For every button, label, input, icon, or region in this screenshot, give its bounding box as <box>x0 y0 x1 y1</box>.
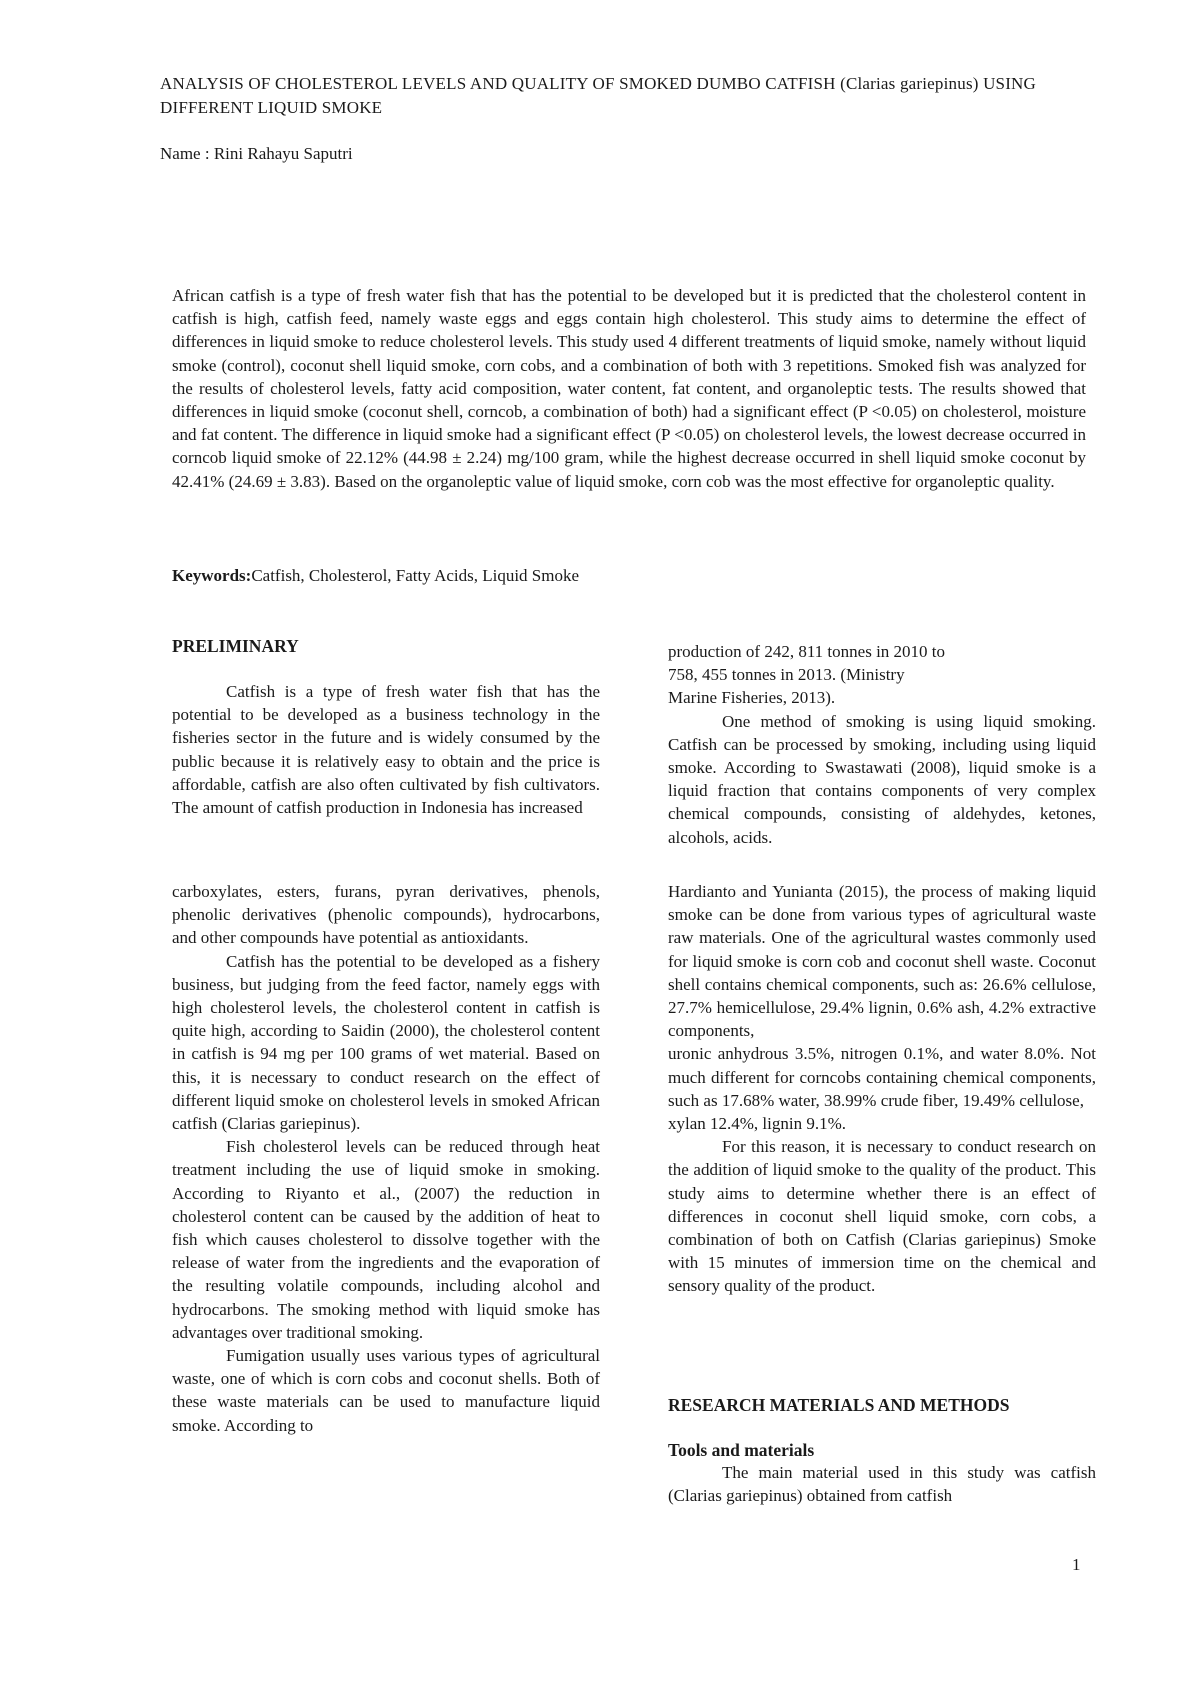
paragraph: carboxylates, esters, furans, pyran derivatives, phenols, phenolic derivatives (phenolic compounds), hydrocarbons, and other compounds have potential as antioxidants. <box>172 882 600 948</box>
paragraph: The main material used in this study was catfish (Clarias gariepinus) obtained from catfish <box>668 1463 1096 1506</box>
keywords-label: Keywords: <box>172 566 252 585</box>
section-heading-methods: RESEARCH MATERIALS AND METHODS <box>668 1395 1010 1415</box>
paragraph-line: 758, 455 tonnes in 2013. (Ministry <box>668 665 905 685</box>
paragraph: Catfish is a type of fresh water fish that has the potential to be developed as a business technology in the fisheries sector in the future and is widely consumed by the public because it is relatively easy to obtain and the price is affordable, catfish are also often cultivated by fish cultivators. The amount of catfish production in Indonesia has increased <box>172 682 600 818</box>
right-column-block-3 <box>668 1461 1096 1507</box>
paragraph-line: Marine Fisheries, 2013). <box>668 688 836 708</box>
keywords-text: Catfish, Cholesterol, Fatty Acids, Liquid Smoke <box>251 566 580 585</box>
paragraph: For this reason, it is necessary to conduct research on the addition of liquid smoke to the quality of the product. This study aims to determine whether there is an effect of differences in coconut shell liquid smoke, corn cobs, a combination of both on Catfish (Clarias gariepinus) Smoke with 15 minutes of immersion time on the chemical and sensory quality of the product. <box>668 1137 1096 1296</box>
section-heading-preliminary: PRELIMINARY <box>172 636 299 656</box>
keywords <box>172 564 1086 588</box>
paragraph: One method of smoking is using liquid smoking. Catfish can be processed by smoking, including using liquid smoke. According to Swastawati (2008), liquid smoke is a liquid fraction that contains components of very complex chemical compounds, consisting of aldehydes, ketones, alcohols, acids. <box>668 711 1096 847</box>
paragraph: uronic anhydrous 3.5%, nitrogen 0.1%, and water 8.0%. Not much different for corncobs containing chemical components, such as 17.68% water, 38.99% crude fiber, 19.49% cellulose, <box>668 1044 1096 1110</box>
left-column-block-2 <box>172 880 600 1437</box>
paper-title: ANALYSIS OF CHOLESTEROL LEVELS AND QUALITY OF SMOKED DUMBO CATFISH (Clarias gariepinus) USING DIFFERENT LIQUID SMOKE <box>160 74 1037 117</box>
subsection-heading-tools: Tools and materials <box>668 1440 815 1460</box>
abstract: African catfish is a type of fresh water fish that has the potential to be developed but it is predicted that the cholesterol content in catfish is high, catfish feed, namely waste eggs and eggs contain high cholesterol. This study aims to determine the effect of differences in liquid smoke to reduce cholesterol levels. This study used 4 different treatments of liquid smoke, namely without liquid smoke (control), coconut shell liquid smoke, corn cobs, and a combination of both with 3 repetitions. Smoked fish was analyzed for the results of cholesterol levels, fatty acid composition, water content, fat content, and organoleptic tests. The results showed that differences in liquid smoke (coconut shell, corncob, a combination of both) had a significant effect (P <0.05) on cholesterol, moisture and fat content. The difference in liquid smoke had a significant effect (P <0.05) on cholesterol levels, the lowest decrease occurred in corncob liquid smoke of 22.12% (44.98 ± 2.24) mg/100 gram, while the highest decrease occurred in shell liquid smoke coconut by 42.41% (24.69 ± 3.83). Based on the organoleptic value of liquid smoke, corn cob was the most effective for organoleptic quality. <box>172 286 1086 491</box>
paragraph: Fish cholesterol levels can be reduced through heat treatment including the use of liquid smoke in smoking. According to Riyanto et al., (2007) the reduction in cholesterol content can be caused by the addition of heat to fish which causes cholesterol to dissolve together with the release of water from the ingredients and the evaporation of the resulting volatile compounds, including alcohol and hydrocarbons. The smoking method with liquid smoke has advantages over traditional smoking. <box>172 1137 600 1342</box>
paragraph: Catfish has the potential to be developed as a fishery business, but judging from the feed factor, namely eggs with high cholesterol levels, the cholesterol content in catfish is quite high, according to Saidin (2000), the cholesterol content in catfish is 94 mg per 100 grams of wet material. Based on this, it is necessary to conduct research on the effect of different liquid smoke on cholesterol levels in smoked African catfish (Clarias gariepinus). <box>172 951 600 1134</box>
paragraph-line: production of 242, 811 tonnes in 2010 to <box>668 642 946 661</box>
paragraph: xylan 12.4%, lignin 9.1%. <box>668 1114 847 1134</box>
paragraph: Hardianto and Yunianta (2015), the process of making liquid smoke can be done from various types of agricultural waste raw materials. One of the agricultural wastes commonly used for liquid smoke is corn cob and coconut shell waste. Coconut shell contains chemical components, such as: 26.6% cellulose, 27.7% hemicellulose, 29.4% lignin, 0.6% ash, 4.2% extractive components, <box>668 882 1096 1041</box>
left-column-block-1 <box>172 680 600 819</box>
author-name: Name : Rini Rahayu Saputri <box>160 144 353 163</box>
right-column-block-2 <box>668 880 1096 1298</box>
paragraph: Fumigation usually uses various types of agricultural waste, one of which is corn cobs and coconut shells. Both of these waste materials can be used to manufacture liquid smoke. According to <box>172 1346 600 1435</box>
page-number: 1 <box>1072 1555 1081 1574</box>
right-column-block-1 <box>668 640 1096 849</box>
